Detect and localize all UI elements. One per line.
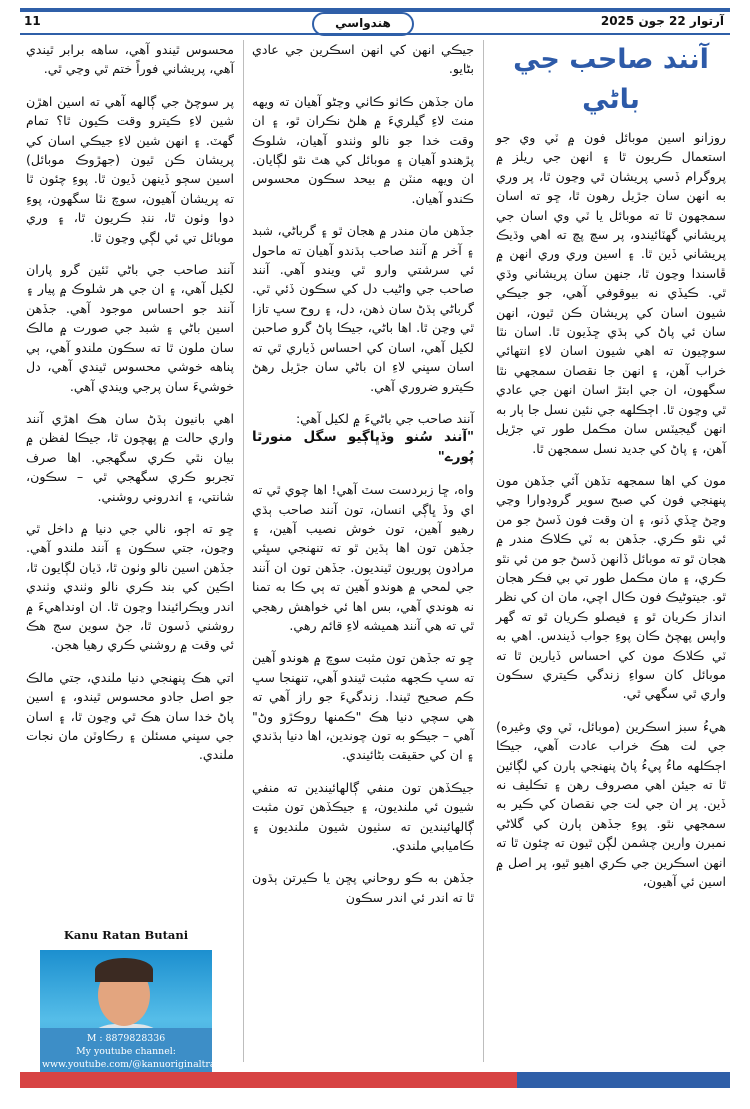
paragraph: اهي بانيون ٻڌڻ سان هڪ اهڙي آنند واري حالت ۾ پهچون ٿا، جيڪا لفظن ۾ بيان نٿي ڪري سگهجي. اها صرف تجربو ڪري سگهجي ٿي – سڪون، شانتي، ۽ اندروني روشني. — [26, 410, 234, 504]
youtube-link[interactable]: www.youtube.com/@kanuoriginaltracks — [42, 1059, 232, 1070]
paragraph: هيءُ سبز اسڪرين (موبائل، ٽي وي وغيره) جي لت هڪ خراب عادت آهي، جيڪا اڄڪلهه ماءُ پيءُ پاڻ پنهنجي ٻارن کي لڳائين ٿا ته جيئن اهي مصروف رهن ۽ تڪليف نه ڏين. پر ان جي لت جي نقصان کي ڪير به سمجهي نٿو. پوءِ جڏهن ٻارن کي گلاڻي نمبرن وارين چشمن لڳن ٿيون ته چئون ٿا ته انهن اسڪرين جي ڪري اهيو ٿيو، پر اصل ۾ اسين ئي آهيون، — [496, 718, 726, 890]
article-title: آنند صاحب جي باڻي — [513, 44, 709, 115]
author-contact — [40, 1028, 232, 1075]
author-phone: M : 8879828336 — [86, 1033, 166, 1044]
paragraph: جيڪڏهن تون منفي ڳالهائيندين ته منفي شيون ئي ملنديون، ۽ جيڪڏهن تون مثبت ڳالهائيندين ته سٺيون شيون ملنديون ۽ ڪاميابي ملندي. — [252, 779, 474, 854]
paragraph: روزانو اسين موبائل فون ۾ ٽي وي جو استعمال ڪريون ٿا ۽ انهن جي ريلز ۾ پروگرام ڏسي پريشان ٿي وڃون ٿا، پر وري به انهن سان جڙيل رهون ٿا، ڇو ته اسان سمجهون ٿا ته موبائل يا ٽي وي اسان جي پريشاني گهٽائيندو، پر سچ پچ ته اهي وڌيڪ پريشاني ڏين ٿا. ۽ اسين وري وري انهن ۾ ڦاسندا وڃون ٿا، جنهن سان پريشاني وڌي ٿي. ڪيڏي نه بيوقوفي آهي، جو جيڪي شيون اسان کي پريشان ڪن ٿيون، انهن سان ئي پاڻ کي ٻڌي ڇڏيون ٿا. اسان نٿا سوچيون ته اهي شيون اسان لاءِ انتهائي خراب آهن، ۽ انهن جا نقصان سمجهي نٿا سگهون، ان جي ابتڙ اسان انهن جي عادي ٿي وڃون ٿا. اڄڪلهه جي نئين نسل جا ٻار به انهن گيجيٽس سان مڪمل طور تي جڙيل آهن، ۽ پاڻ کي جديد نسل سمجهن ٿا. — [496, 130, 726, 456]
author-name: Kanu Ratan Butani — [63, 928, 189, 942]
paragraph: محسوس ٿيندو آهي، ساهه برابر ٿيندي آهي، پريشاني فوراً ختم ٿي وڃي ٿي. — [26, 42, 234, 77]
page-number: 11 — [24, 14, 41, 28]
issue-date: آرتوار 22 جون 2025 — [600, 14, 724, 28]
masthead-logo: هندواسي — [312, 12, 414, 36]
header-bottom-rule — [20, 33, 730, 35]
paragraph: پر سوچڻ جي ڳالهه آهي ته اسين اهڙن شين لاءِ ڪيترو وقت ڪيون ٿا؟ تمام گهٽ. ۽ انهن شين لاءِ جيڪي اسان کي پريشان ڪن ٿيون (جهڙوڪ موبائل) اسين سڄو ڏينهن ڏيون ٿا. پوءِ چئون ٿا ته پريشان آهيون، سوچ نٽا سگهون، پوءِ دوا وٺون ٿا، ننڊ ڪريون ٿا، ۽ وري موبائل تي ئي لڳي وڃون ٿا. — [26, 93, 234, 245]
paragraph: ڇو ته اڄو، نالي جي دنيا ۾ داخل ٿي وڃون، جتي سڪون ۽ آنند ملندو آهي. جڏهن اسين نالو وٺون ٿا، ڌيان لڳايون ٿا، اڪين کي بند ڪري نالو وٺندي وٺندي اندر ويڪرائيندا وڃون ٿا. ان اونداهيءَ ۾ روشني ڏسون ٿا، جڻ سوين سج هڪ ئي وقت ۾ روشني ڪري رهيا هجن. — [25, 520, 234, 653]
column-divider — [483, 40, 484, 1062]
paragraph: مون کي اها سمجهه تڏهن آئي جڏهن مون پنهنجي فون کي صبح سوير گروڊوارا وڃي وڃڻ ڇڏي ڏنو، ۽ ان وقت فون ڏسڻ جو من ئي نٿو ڪري. جڏهن به ٽي ڪلاڪ مندر ۾ هجان ٿو ته موبائل ڏانهن ڏسڻ جو من ئي نٿو ڪري، ۽ مان مڪمل طور تي بي فڪر هجان ٿو. جيتوڻيڪ فون ڪال اچي، مان ان کي نظر انداز ڪريان ٿو ۽ فيصلو ڪريان ٿو ته گهر واپس پهچڻ ڪان پوءِ جواب ڏيندس. اهي به ٽي ڪلاڪ مون کي احساس ڏيارين ٿا ته موبائل کان سواءِ زندگي ڪيتري سڪون واري ٿي سگهي ٿي. — [496, 472, 726, 702]
author-box — [34, 928, 232, 1075]
scripture-quote: "آنند سُنو وڏڀاڳيو سگل منورٿا پُورے" — [252, 429, 474, 465]
paragraph: جيڪي انهن کي انهن اسڪرين جي عادي بڻايو. — [252, 42, 474, 77]
column-right — [496, 40, 726, 904]
paragraph: واه، ڇا زبردست سٽ آهي! اها چوي ٿي ته اي وڏ ڀاڳي انسان، تون آنند صاحب ٻڌي رهيو آهين، تون خوش نصيب آهين، ۽ جڏهن تون اها ٻڌين ٿو ته تنهنجي سڀئي مرادون پوريون ٿينديون. جڏهن تون ان آنند جي لمحي ۾ هوندو آهين ته ٻي ڪا به تمنا نه هوندي آهي، بس اها ئي خواهش رهجي ٿي ته هي آنند هميشه لاءِ قائم رهي. — [252, 482, 474, 633]
paragraph: آنند صاحب جي باڻيءَ ۾ لکيل آهي: — [295, 410, 474, 426]
paragraph: ڇو ته جڏهن تون مثبت سوچ ۾ هوندو آهين ته سڀ ڪجهه مثبت ٿيندو آهي، تنهنجا سڀ ڪم صحيح ٿيندا. زندگيءَ جو راز آهي ته هي سچي دنيا هڪ "ڪمنها روڪڙو وڻ" آهي – جيڪو به تون چوندين، اها دنيا ٻڌندي ۽ ان کي حقيقت بڻائيندي. — [252, 650, 474, 763]
paragraph: مان جڏهن ڪاٺو ڪاٺي وڃڻو آهيان ته ويهه منٽ لاءِ گيلريءَ ۾ هلڻ نڪران ٿو، ۽ ان وقت خدا جو نالو وٺندو آهيان، شلوڪ پڙهندو آهيان ۽ موبائل کي هٿ نٿو لڳايان. ان ويهه منٽن ۾ بيحد سڪون محسوس ڪندو آهيان. — [252, 93, 474, 206]
paragraph: آنند صاحب جي باڻي ٽئين گرو پاران لکيل آهي، ۽ ان جي هر شلوڪ ۾ پيار ۽ آنند جو احساس موجود آهي. جڏهن اسين باڻي ۽ شبد جي صورت ۾ مالڪ سان ملون ٿا ته سڪون ملندو آهي، ٻي پناهه خوشي محسوس ٿيندي آهي، دل خوشيءَ سان پرجي ويندي آهي. — [26, 262, 234, 394]
column-left — [26, 40, 234, 778]
paragraph: جڏهن مان مندر ۾ هجان ٿو ۽ گرباڻي، شبد ۽ آخر ۾ آنند صاحب ٻڌندو آهيان ته ماحول ئي سرشتي وارو ٿي ويندو آهي. آنند صاحب جي واڻيب دل کي سڪون ڏئي ٿي. گرباڻي ٻڌڻ سان ذهن، دل، ۽ روح سڀ تازا ٿي وڃن ٿا. اها باڻي، جيڪا پاڻ گرو صاحبن لکيل آهي، اسان کي احساس ڏياري ٿي ته اسان سڀني لاءِ ان باڻي سان جڙيل رهڻ ڪيترو ضروري آهي. — [252, 223, 474, 394]
column-divider — [243, 40, 244, 1062]
column-middle — [252, 40, 474, 920]
youtube-label: My youtube channel: — [76, 1046, 176, 1057]
paragraph: اتي هڪ پنهنجي دنيا ملندي، جتي مالڪ جو اصل جادو محسوس ٿيندو، ۽ اسين پاڻ خدا سان هڪ ٿي وڃون ٿا، ۽ اسان جي سڀني مسئلن ۽ رڪاوٽن مان نجات ملندي. — [26, 669, 234, 763]
paragraph: جڏهن به ڪو روحاني پڇن يا ڪيرتن ٻڌون ٿا ته اندر ئي اندر سڪون — [252, 870, 474, 905]
